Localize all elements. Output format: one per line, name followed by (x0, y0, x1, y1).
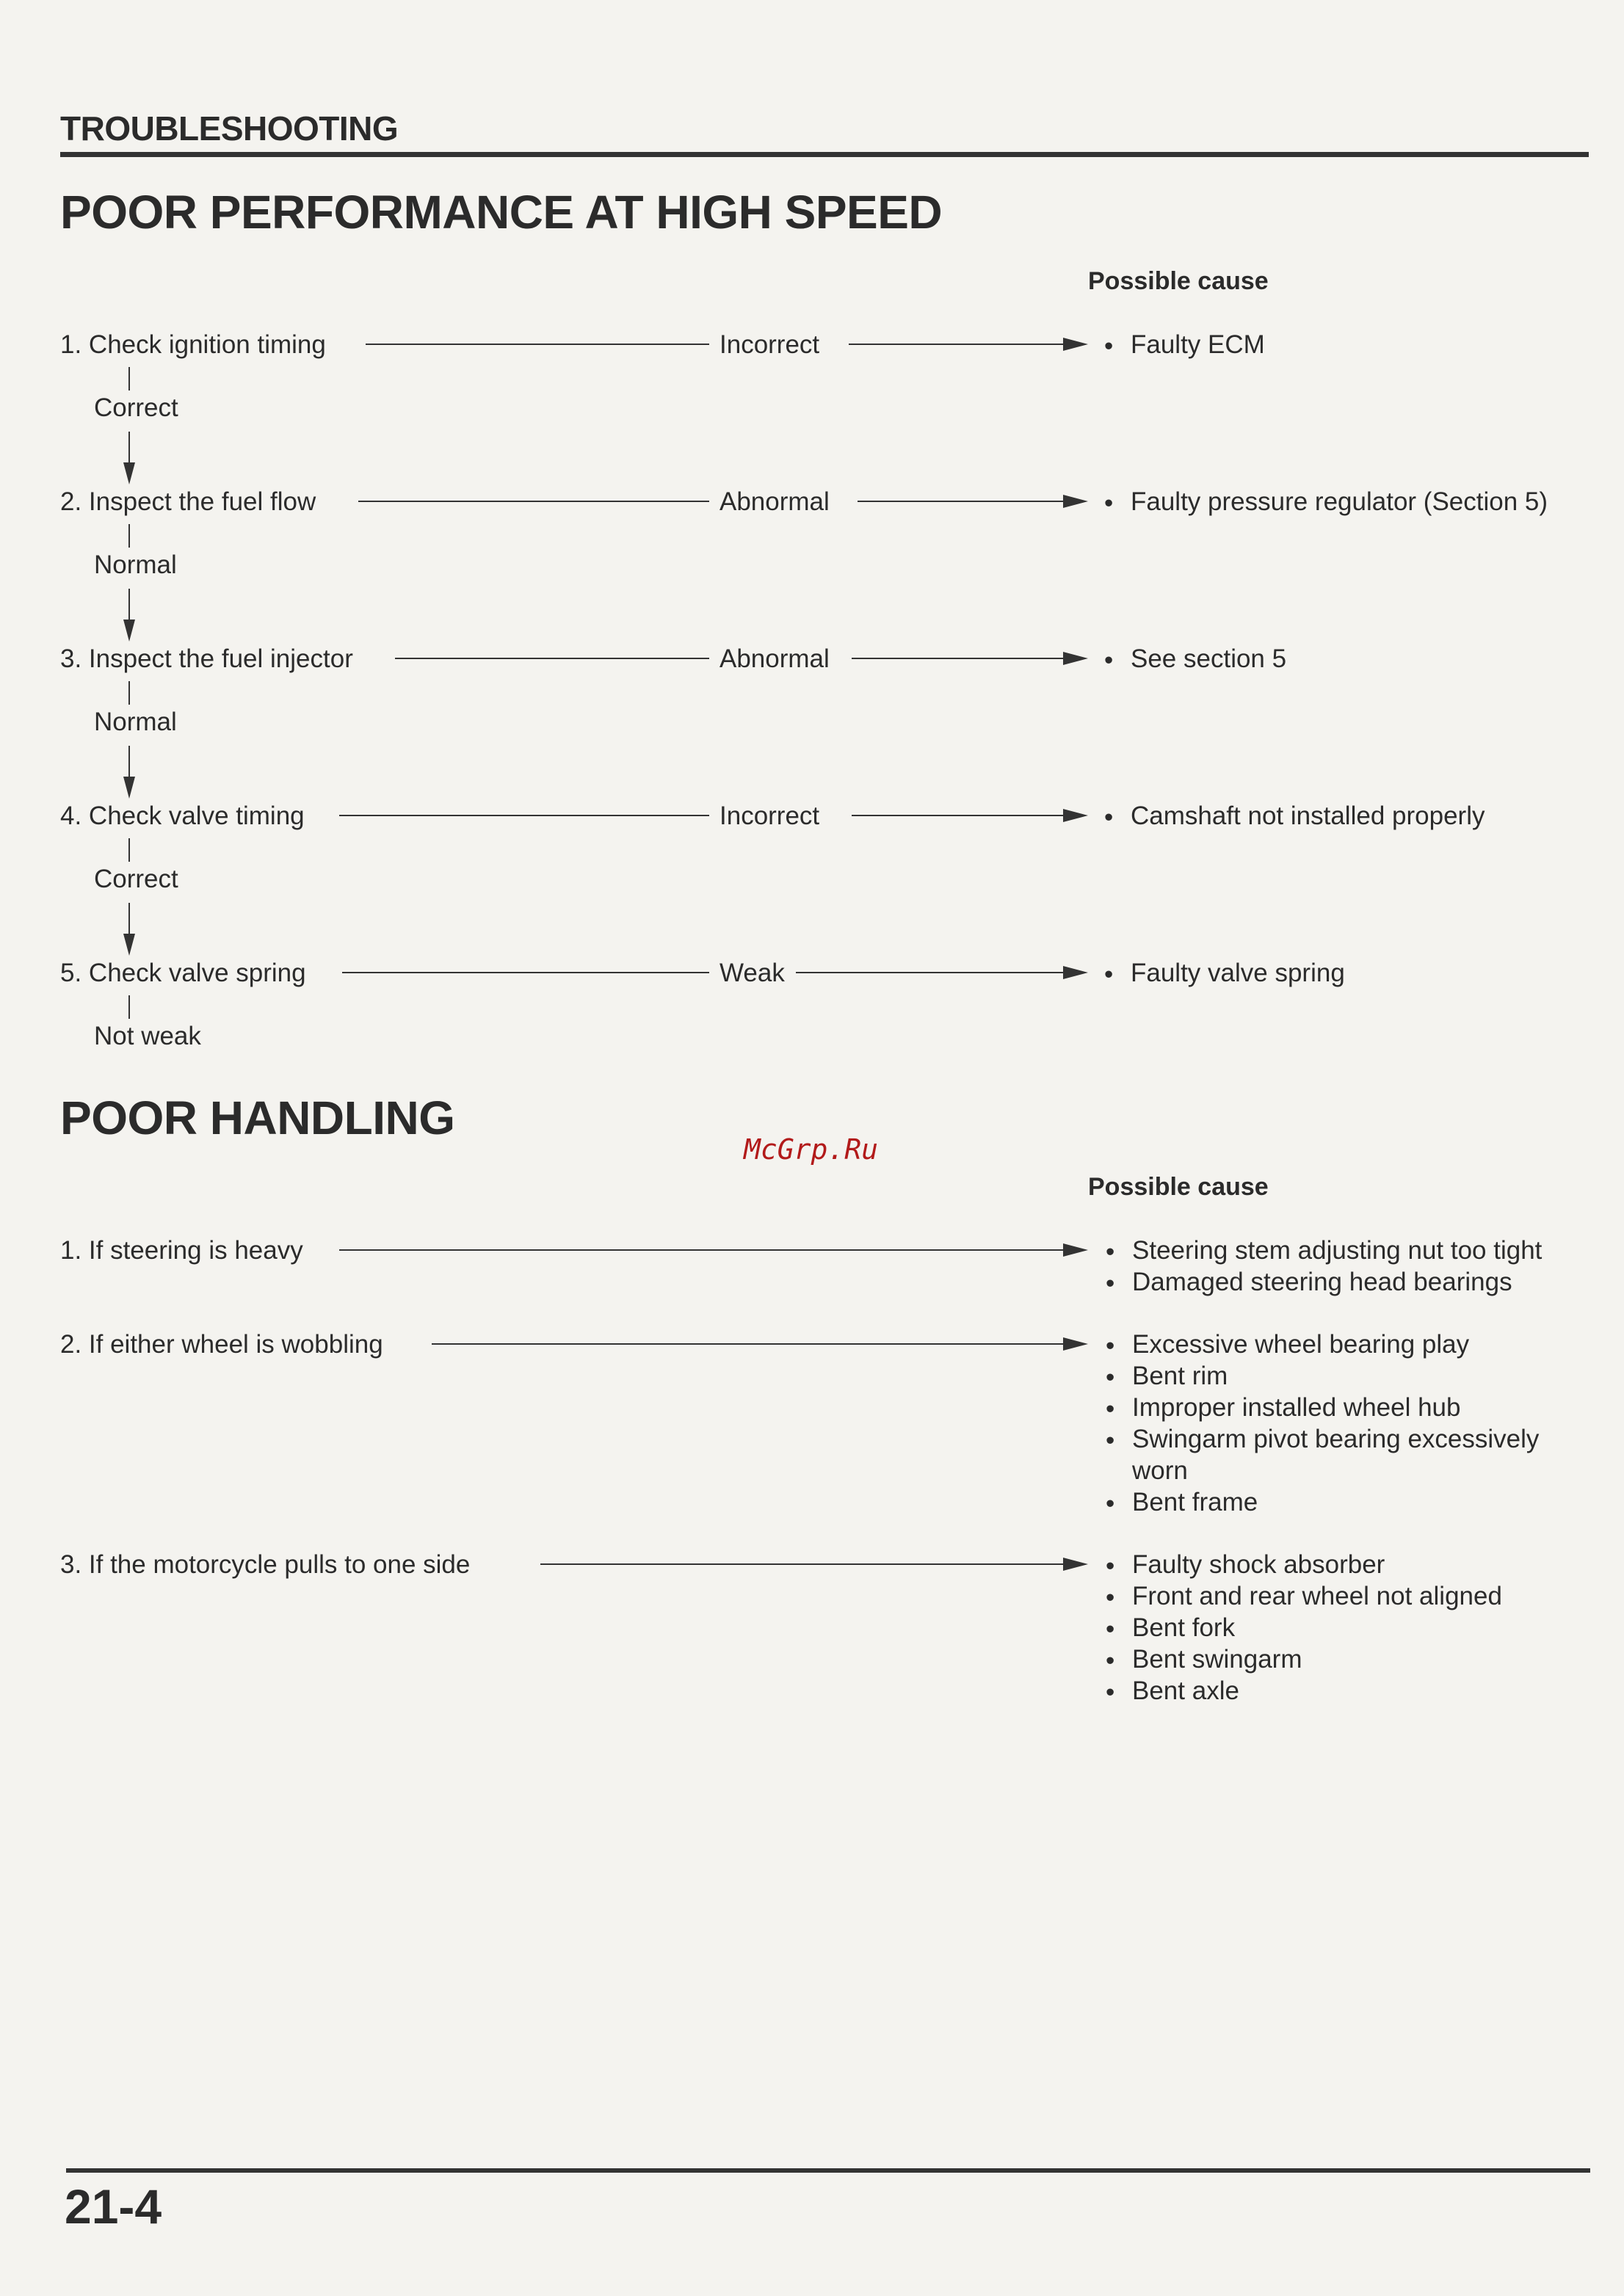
step4-down-line (128, 903, 130, 935)
step4-down-arrow-icon (123, 934, 135, 956)
handling-item2-cause: Bent frame (1132, 1488, 1258, 1516)
step3-down-line (128, 746, 130, 778)
step3-line (395, 658, 709, 659)
handling-item2-bullet: • (1106, 1395, 1115, 1423)
handling-item2-cause-continuation: worn (1132, 1456, 1188, 1485)
step2-result: Abnormal (719, 487, 830, 516)
step1-line (366, 344, 709, 345)
step2-line (358, 501, 709, 502)
step5-arrow-icon (1063, 966, 1088, 979)
step2-bullet: • (1104, 489, 1114, 517)
handling-item1-cause: Steering stem adjusting nut too tight (1132, 1236, 1543, 1265)
handling-item2-cause: Swingarm pivot bearing excessively (1132, 1425, 1540, 1453)
handling-item3-arrow-icon (1063, 1558, 1088, 1571)
step4-label: 4. Check valve timing (60, 802, 305, 830)
handling-item3-cause: Front and rear wheel not aligned (1132, 1582, 1502, 1610)
handling-item3-bullet: • (1106, 1583, 1115, 1612)
step5-result: Weak (719, 959, 785, 987)
step1-connector (128, 367, 130, 390)
handling-item2-bullet: • (1106, 1363, 1115, 1392)
step2-down-line (128, 589, 130, 621)
footer-rule (66, 2168, 1590, 2173)
step3-cause: See section 5 (1131, 644, 1287, 673)
handling-item1-label: 1. If steering is heavy (60, 1236, 303, 1265)
header-rule (60, 152, 1589, 157)
handling-item3-bullet: • (1106, 1678, 1115, 1707)
step2-arrow-icon (1063, 495, 1088, 508)
step4-connector (128, 838, 130, 862)
running-header: TROUBLESHOOTING (60, 109, 399, 148)
handling-item3-bullet: • (1106, 1615, 1115, 1643)
handling-item2-label: 2. If either wheel is wobbling (60, 1330, 383, 1359)
step5-label: 5. Check valve spring (60, 959, 306, 987)
step3-result: Abnormal (719, 644, 830, 673)
handling-item3-cause: Bent swingarm (1132, 1645, 1302, 1674)
step3-connector (128, 681, 130, 705)
handling-item2-cause: Excessive wheel bearing play (1132, 1330, 1470, 1359)
step5-arrow-line (796, 972, 1066, 973)
step1-pass: Correct (94, 393, 178, 422)
step3-down-arrow-icon (123, 777, 135, 799)
handling-item3-arrow-line (540, 1563, 1066, 1565)
watermark: McGrp.Ru (744, 1133, 879, 1166)
handling-item2-bullet: • (1106, 1426, 1115, 1455)
step2-down-arrow-icon (123, 620, 135, 642)
step2-connector (128, 524, 130, 548)
handling-item2-cause: Bent rim (1132, 1362, 1228, 1390)
step4-cause: Camshaft not installed properly (1131, 802, 1485, 830)
step3-bullet: • (1104, 646, 1114, 675)
step5-pass: Not weak (94, 1022, 201, 1050)
section1-possible-cause-label: Possible cause (1088, 267, 1269, 295)
handling-item3-cause: Bent fork (1132, 1613, 1236, 1642)
handling-item1-bullet: • (1106, 1238, 1115, 1266)
step3-arrow-line (852, 658, 1066, 659)
step3-label: 3. Inspect the fuel injector (60, 644, 353, 673)
handling-item2-cause: Improper installed wheel hub (1132, 1393, 1461, 1422)
step1-result: Incorrect (719, 330, 820, 359)
section2-title: POOR HANDLING (60, 1091, 455, 1144)
step1-cause: Faulty ECM (1131, 330, 1265, 359)
step1-label: 1. Check ignition timing (60, 330, 326, 359)
step4-result: Incorrect (719, 802, 820, 830)
step2-arrow-line (858, 501, 1066, 502)
step4-arrow-line (852, 815, 1066, 816)
step1-arrow-line (849, 344, 1066, 345)
handling-item2-arrow-icon (1063, 1337, 1088, 1351)
handling-item2-arrow-line (432, 1343, 1066, 1345)
step4-pass: Correct (94, 865, 178, 893)
section2-possible-cause-label: Possible cause (1088, 1173, 1269, 1201)
step5-line (342, 972, 709, 973)
step1-bullet: • (1104, 332, 1114, 360)
handling-item3-label: 3. If the motorcycle pulls to one side (60, 1550, 471, 1579)
step5-connector (128, 995, 130, 1019)
page-number: 21-4 (65, 2179, 162, 2234)
step5-cause: Faulty valve spring (1131, 959, 1345, 987)
step3-arrow-icon (1063, 652, 1088, 665)
step4-arrow-icon (1063, 809, 1088, 822)
handling-item3-cause: Bent axle (1132, 1676, 1239, 1705)
step2-pass: Normal (94, 551, 177, 579)
handling-item1-bullet: • (1106, 1269, 1115, 1298)
step2-cause: Faulty pressure regulator (Section 5) (1131, 487, 1548, 516)
handling-item1-arrow-icon (1063, 1243, 1088, 1257)
step4-bullet: • (1104, 803, 1114, 832)
handling-item2-bullet: • (1106, 1489, 1115, 1518)
step5-bullet: • (1104, 960, 1114, 989)
step1-arrow-icon (1063, 338, 1088, 351)
step4-line (339, 815, 709, 816)
handling-item3-cause: Faulty shock absorber (1132, 1550, 1385, 1579)
handling-item1-cause: Damaged steering head bearings (1132, 1268, 1512, 1296)
handling-item2-bullet: • (1106, 1332, 1115, 1360)
handling-item1-arrow-line (339, 1249, 1066, 1251)
step1-down-arrow-icon (123, 462, 135, 484)
step2-label: 2. Inspect the fuel flow (60, 487, 316, 516)
section1-title: POOR PERFORMANCE AT HIGH SPEED (60, 186, 943, 239)
step3-pass: Normal (94, 708, 177, 736)
handling-item3-bullet: • (1106, 1646, 1115, 1675)
step1-down-line (128, 432, 130, 464)
handling-item3-bullet: • (1106, 1552, 1115, 1580)
